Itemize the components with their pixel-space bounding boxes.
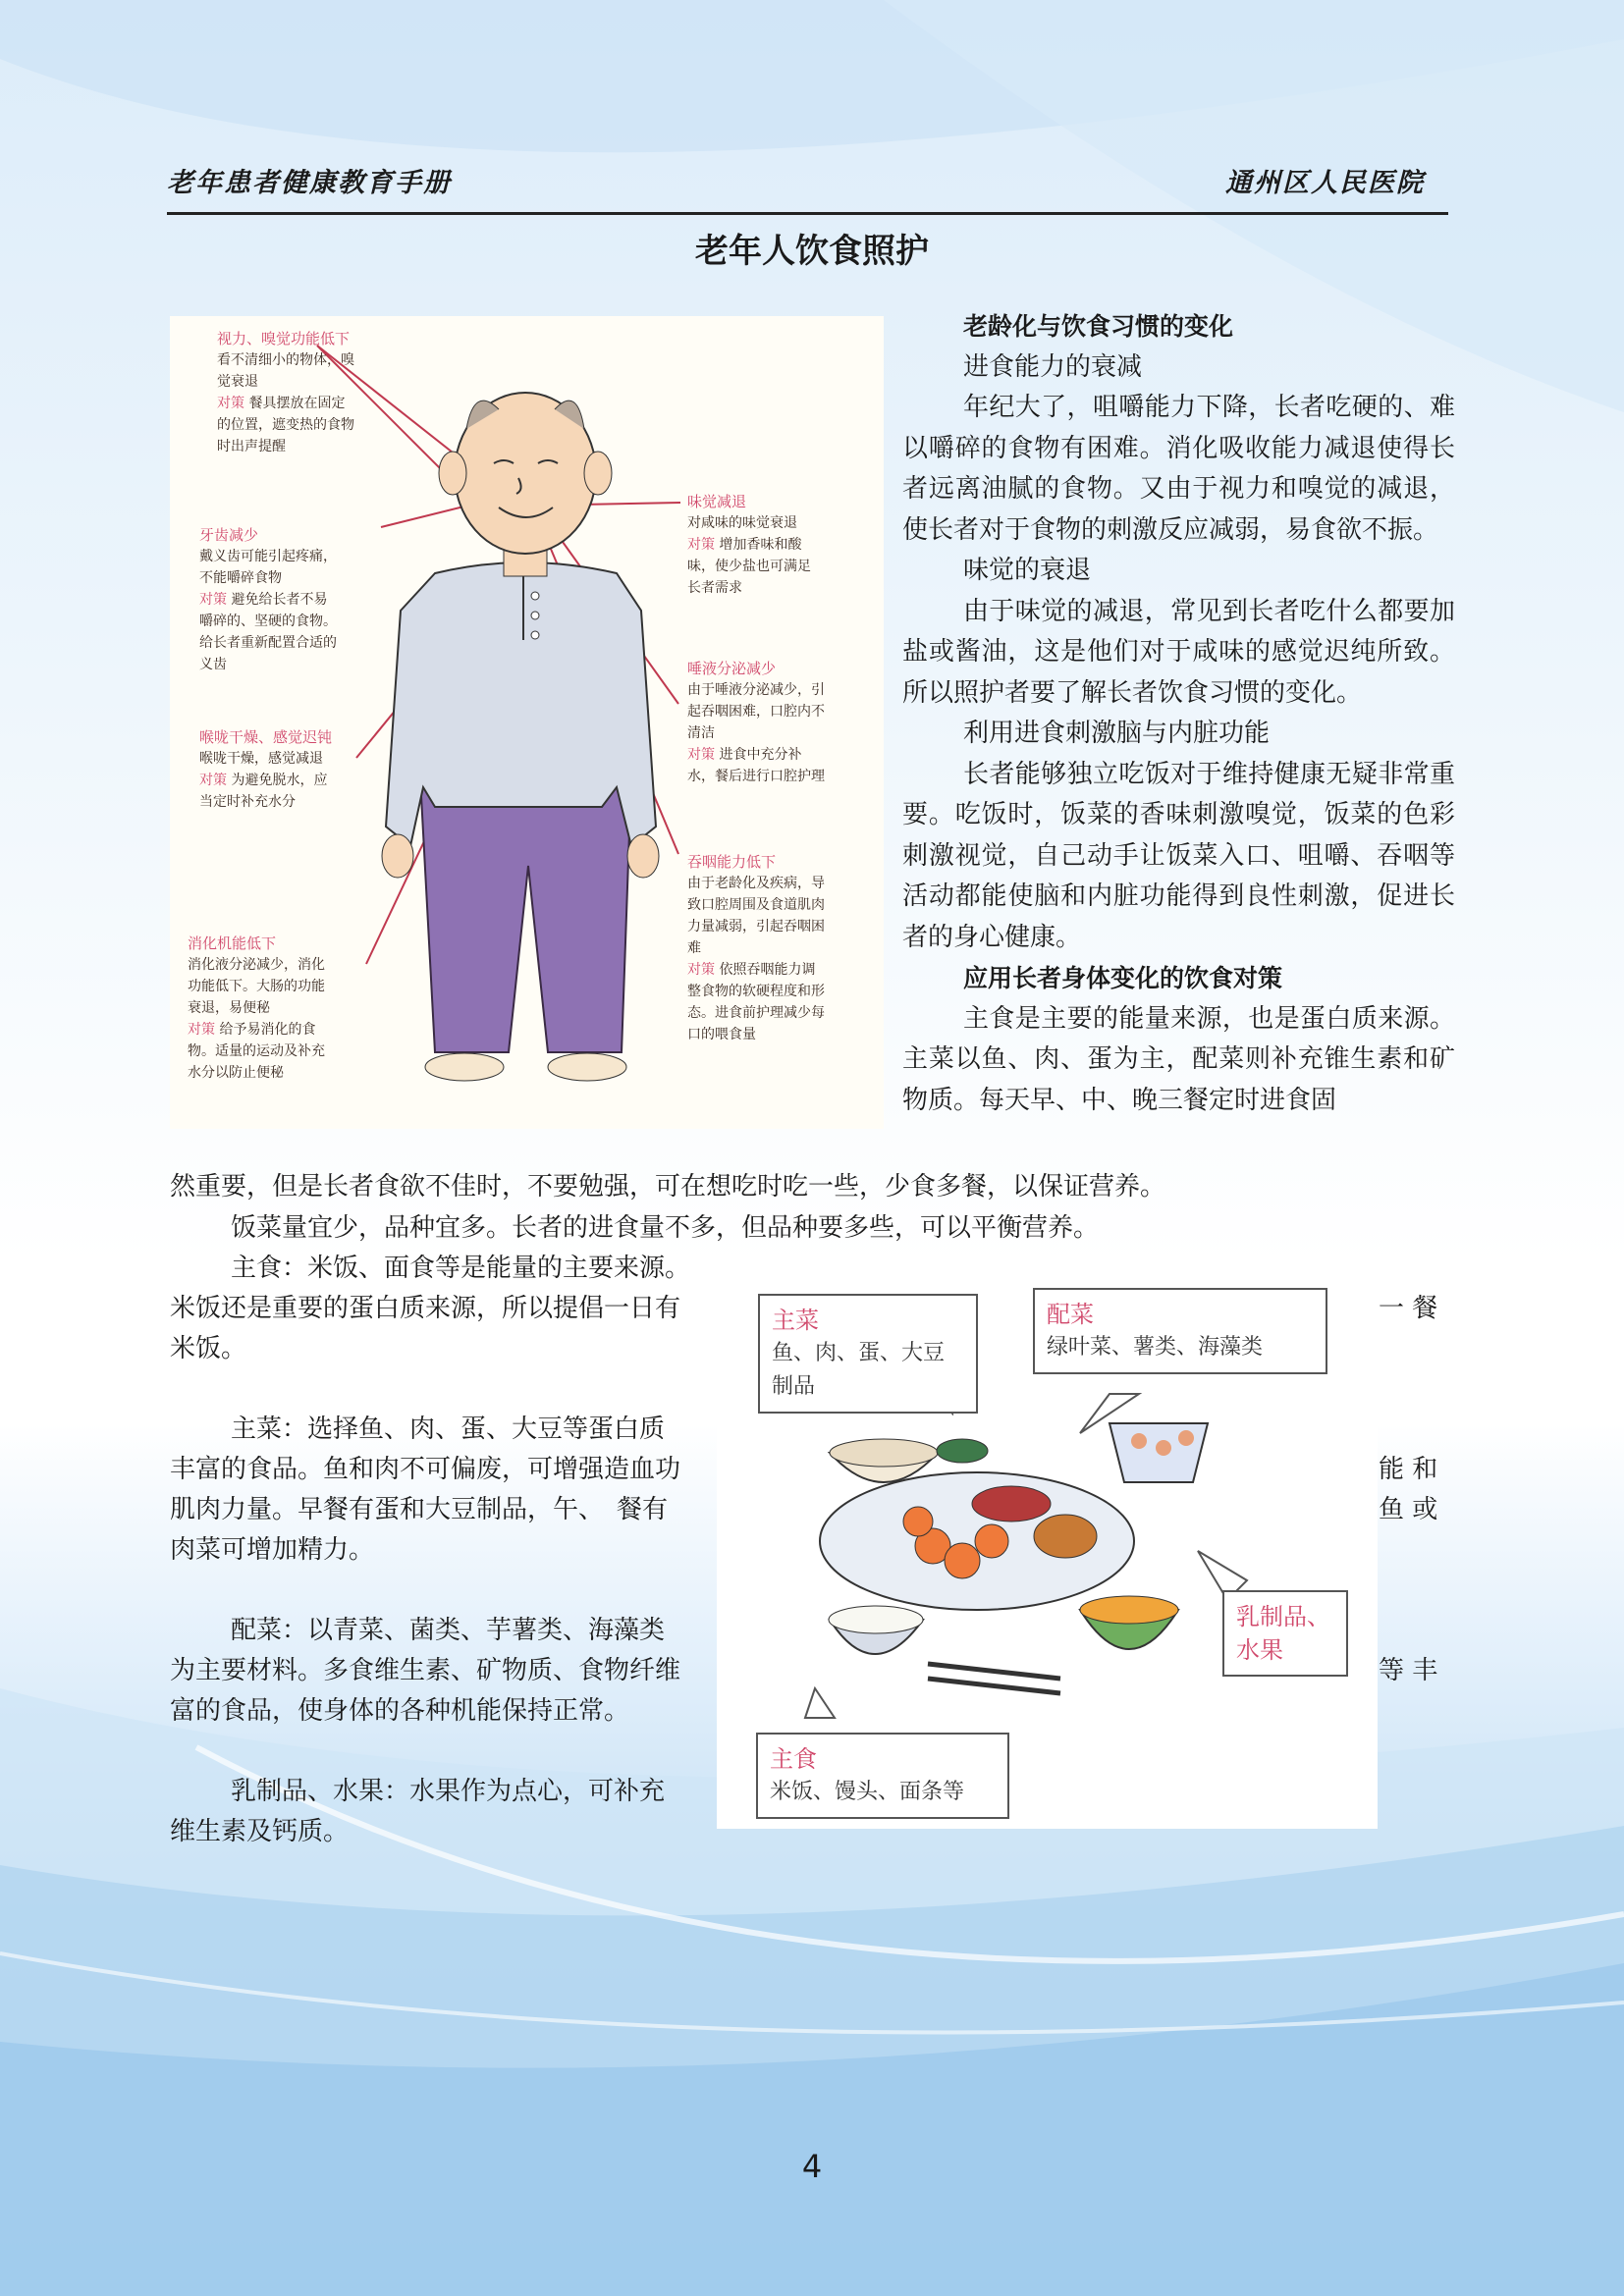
annotation-line: 消化液分泌减少，消化 bbox=[188, 957, 325, 973]
annotation-heading: 吞咽能力低下 bbox=[687, 853, 777, 871]
annotation-tag: 对策 bbox=[687, 537, 715, 553]
annotation-tip: 嚼碎的、坚硬的食物。 bbox=[199, 614, 337, 629]
subsection-heading: 味觉的衰退 bbox=[963, 556, 1092, 585]
main-dish-line: 丰富的食品。鱼和肉不可偏废，可增强造血功 bbox=[170, 1455, 681, 1484]
paragraph: 由于味觉的减退，常见到长者吃什么都要加盐或酱油，这是他们对于咸味的感觉迟纯所致。所以照护者要了解长者饮食习惯的变化。 bbox=[902, 596, 1455, 708]
bubble-heading: 主食 bbox=[770, 1745, 817, 1773]
side-dish-line: 配菜：以青菜、菌类、芋薯类、海藻类 bbox=[231, 1616, 666, 1645]
bubble-text: 制品 bbox=[772, 1374, 816, 1399]
annotation-tag: 对策 bbox=[217, 396, 244, 411]
annotation-tip: 长者需求 bbox=[687, 580, 742, 596]
page-header bbox=[167, 157, 1448, 215]
annotation-tip: 避免给长者不易 bbox=[231, 592, 328, 608]
bubble-dairy-fruit bbox=[1222, 1590, 1348, 1677]
annotation-line: 衰退，易便秘 bbox=[188, 1000, 270, 1016]
annotation-throat bbox=[199, 726, 386, 813]
annotation-vision-smell bbox=[217, 328, 413, 457]
bubble-text: 绿叶菜、薯类、海藻类 bbox=[1047, 1335, 1264, 1360]
paragraph: 主食是主要的能量来源，也是蛋白质来源。主菜以鱼、肉、蛋为主，配菜则补充锥生素和矿物质。每天早、中、晚三餐定时进食固 bbox=[902, 1003, 1455, 1115]
annotation-tip: 时出声提醒 bbox=[217, 439, 286, 454]
annotation-tag: 对策 bbox=[188, 1022, 215, 1038]
bubble-heading: 主菜 bbox=[772, 1307, 819, 1334]
bubble-main-dish bbox=[758, 1294, 978, 1414]
annotation-tip: 整食物的软硬程度和形 bbox=[687, 984, 825, 999]
bubble-side-dish bbox=[1033, 1288, 1327, 1374]
paragraph: 饭菜量宜少，品种宜多。长者的进食量不多，但品种要多些，可以平衡营养。 bbox=[231, 1213, 1100, 1243]
subsection-heading: 进食能力的衰减 bbox=[963, 351, 1143, 382]
right-column-text bbox=[902, 306, 1455, 1121]
main-dish-line: 肌肉力量。早餐有蛋和大豆制品，午、 餐有 bbox=[170, 1495, 669, 1524]
annotation-heading: 牙齿减少 bbox=[199, 526, 259, 544]
annotation-taste bbox=[687, 491, 879, 599]
annotation-digestion bbox=[188, 933, 384, 1084]
bubble-text: 水果 bbox=[1236, 1636, 1283, 1664]
annotation-line: 功能低下。大肠的功能 bbox=[188, 979, 325, 994]
bubble-staple-food bbox=[756, 1733, 1009, 1819]
main-dish-line-end: 鱼 或 bbox=[1379, 1495, 1438, 1524]
annotation-teeth bbox=[199, 524, 386, 675]
page-title: 老年人饮食照护 bbox=[695, 232, 929, 271]
annotation-tip: 味，使少盐也可满足 bbox=[687, 559, 811, 574]
annotation-tip: 水分以防止便秘 bbox=[188, 1065, 284, 1081]
dairy-fruit-line: 乳制品、水果：水果作为点心，可补充 bbox=[231, 1777, 666, 1806]
section-heading: 应用长者身体变化的饮食对策 bbox=[963, 964, 1283, 992]
side-dish-line-end: 等 丰 bbox=[1379, 1656, 1438, 1685]
paragraph: 年纪大了，咀嚼能力下降，长者吃硬的、难以嚼碎的食物有困难。消化吸收能力减退使得长者远离油腻的食物。又由于视力和嗅觉的减退，使长者对于食物的刺激反应减弱，易食欲不振。 bbox=[902, 393, 1455, 545]
paragraph: 长者能够独立吃饭对于维持健康无疑非常重要。吃饭时，饭菜的香味刺激嗅觉，饭菜的色彩刺激视觉，自己动手让饭菜入口、咀嚼、吞咽等活动都能使脑和内脏功能得到良性刺激，促进长者的身心健康。 bbox=[902, 759, 1455, 952]
annotation-tip: 水，餐后进行口腔护理 bbox=[687, 769, 825, 784]
main-dish-line: 肉菜可增加精力。 bbox=[170, 1535, 375, 1565]
annotation-line: 致口腔周围及食道肌肉 bbox=[687, 897, 825, 913]
annotation-tip: 给予易消化的食 bbox=[219, 1022, 316, 1038]
annotation-tip: 当定时补充水分 bbox=[199, 794, 296, 810]
side-dish-line: 为主要材料。多食维生素、矿物质、食物纤维 bbox=[170, 1656, 681, 1685]
annotation-swallowing bbox=[687, 851, 879, 1045]
main-dish-line: 主菜：选择鱼、肉、蛋、大豆等蛋白质 bbox=[231, 1415, 666, 1444]
staple-food-line: 米饭。 bbox=[170, 1334, 247, 1363]
annotation-line: 难 bbox=[687, 940, 701, 956]
annotation-line: 看不清细小的物体，嗅 bbox=[217, 352, 354, 368]
annotation-line: 喉咙干燥，感觉减退 bbox=[199, 751, 323, 767]
annotation-line: 清洁 bbox=[687, 725, 715, 741]
bubble-text: 鱼、肉、蛋、大豆 bbox=[772, 1341, 946, 1365]
annotation-line: 对咸味的味觉衰退 bbox=[687, 515, 797, 531]
annotation-heading: 味觉减退 bbox=[687, 493, 747, 510]
staple-food-line: 米饭还是重要的蛋白质来源，所以提倡一日有 bbox=[170, 1294, 681, 1323]
annotation-heading: 消化机能低下 bbox=[188, 934, 277, 952]
annotation-saliva bbox=[687, 658, 879, 787]
annotation-tip: 态。进食前护理减少每 bbox=[687, 1005, 825, 1021]
annotation-line: 觉衰退 bbox=[217, 374, 258, 390]
bubble-heading: 乳制品、 bbox=[1236, 1603, 1330, 1630]
annotation-tag: 对策 bbox=[687, 747, 715, 763]
bubble-text: 米饭、馒头、面条等 bbox=[770, 1780, 965, 1804]
annotation-tip: 依照吞咽能力调 bbox=[719, 962, 816, 978]
elderly-body-illustration bbox=[170, 316, 884, 1129]
annotation-line: 戴义齿可能引起疼痛， bbox=[199, 549, 337, 564]
staple-food-text: 主食：米饭、面食等是能量的主要来源。 bbox=[231, 1254, 691, 1283]
annotation-tip: 餐具摆放在固定 bbox=[248, 396, 346, 411]
annotation-heading: 喉咙干燥、感觉迟钝 bbox=[199, 728, 333, 746]
page-number: 4 bbox=[801, 2148, 823, 2185]
annotation-line: 起吞咽困难，口腔内不 bbox=[687, 704, 825, 720]
annotation-line: 不能嚼碎食物 bbox=[199, 570, 282, 586]
annotation-tip: 义齿 bbox=[199, 657, 227, 672]
annotation-tag: 对策 bbox=[687, 962, 715, 978]
annotation-tip: 给长者重新配置合适的 bbox=[199, 635, 337, 651]
annotation-tip: 进食中充分补 bbox=[719, 747, 802, 763]
annotation-tip: 口的喂食量 bbox=[687, 1027, 756, 1042]
annotation-tag: 对策 bbox=[199, 592, 227, 608]
main-dish-line-end: 能 和 bbox=[1379, 1455, 1438, 1484]
bubble-heading: 配菜 bbox=[1047, 1301, 1094, 1328]
hospital-name: 通州区人民医院 bbox=[1225, 168, 1425, 198]
annotation-line: 力量减弱，引起吞咽困 bbox=[687, 919, 825, 934]
annotation-heading: 视力、嗅觉功能低下 bbox=[217, 330, 351, 347]
annotation-tip: 为避免脱水，应 bbox=[231, 773, 328, 788]
staple-food-line-end: 一 餐 bbox=[1379, 1294, 1438, 1323]
annotation-tip: 增加香味和酸 bbox=[719, 537, 802, 553]
annotation-heading: 唾液分泌减少 bbox=[687, 660, 777, 677]
annotation-line: 由于老龄化及疾病，导 bbox=[687, 876, 825, 891]
handbook-title: 老年患者健康教育手册 bbox=[167, 168, 452, 198]
meal-illustration bbox=[717, 1276, 1378, 1829]
annotation-tip: 物。适量的运动及补充 bbox=[188, 1043, 325, 1059]
annotation-tag: 对策 bbox=[199, 773, 227, 788]
subsection-heading: 利用进食刺激脑与内脏功能 bbox=[963, 719, 1271, 748]
side-dish-line: 富的食品，使身体的各种机能保持正常。 bbox=[170, 1696, 630, 1726]
annotation-line: 由于唾液分泌减少，引 bbox=[687, 682, 825, 698]
section-heading: 老龄化与饮食习惯的变化 bbox=[963, 312, 1234, 341]
dairy-fruit-line: 维生素及钙质。 bbox=[170, 1817, 350, 1846]
paragraph-continued: 然重要，但是长者食欲不佳时，不要勉强，可在想吃时吃一些，少食多餐，以保证营养。 bbox=[170, 1172, 1166, 1201]
annotation-tip: 的位置，遮变热的食物 bbox=[217, 417, 354, 433]
